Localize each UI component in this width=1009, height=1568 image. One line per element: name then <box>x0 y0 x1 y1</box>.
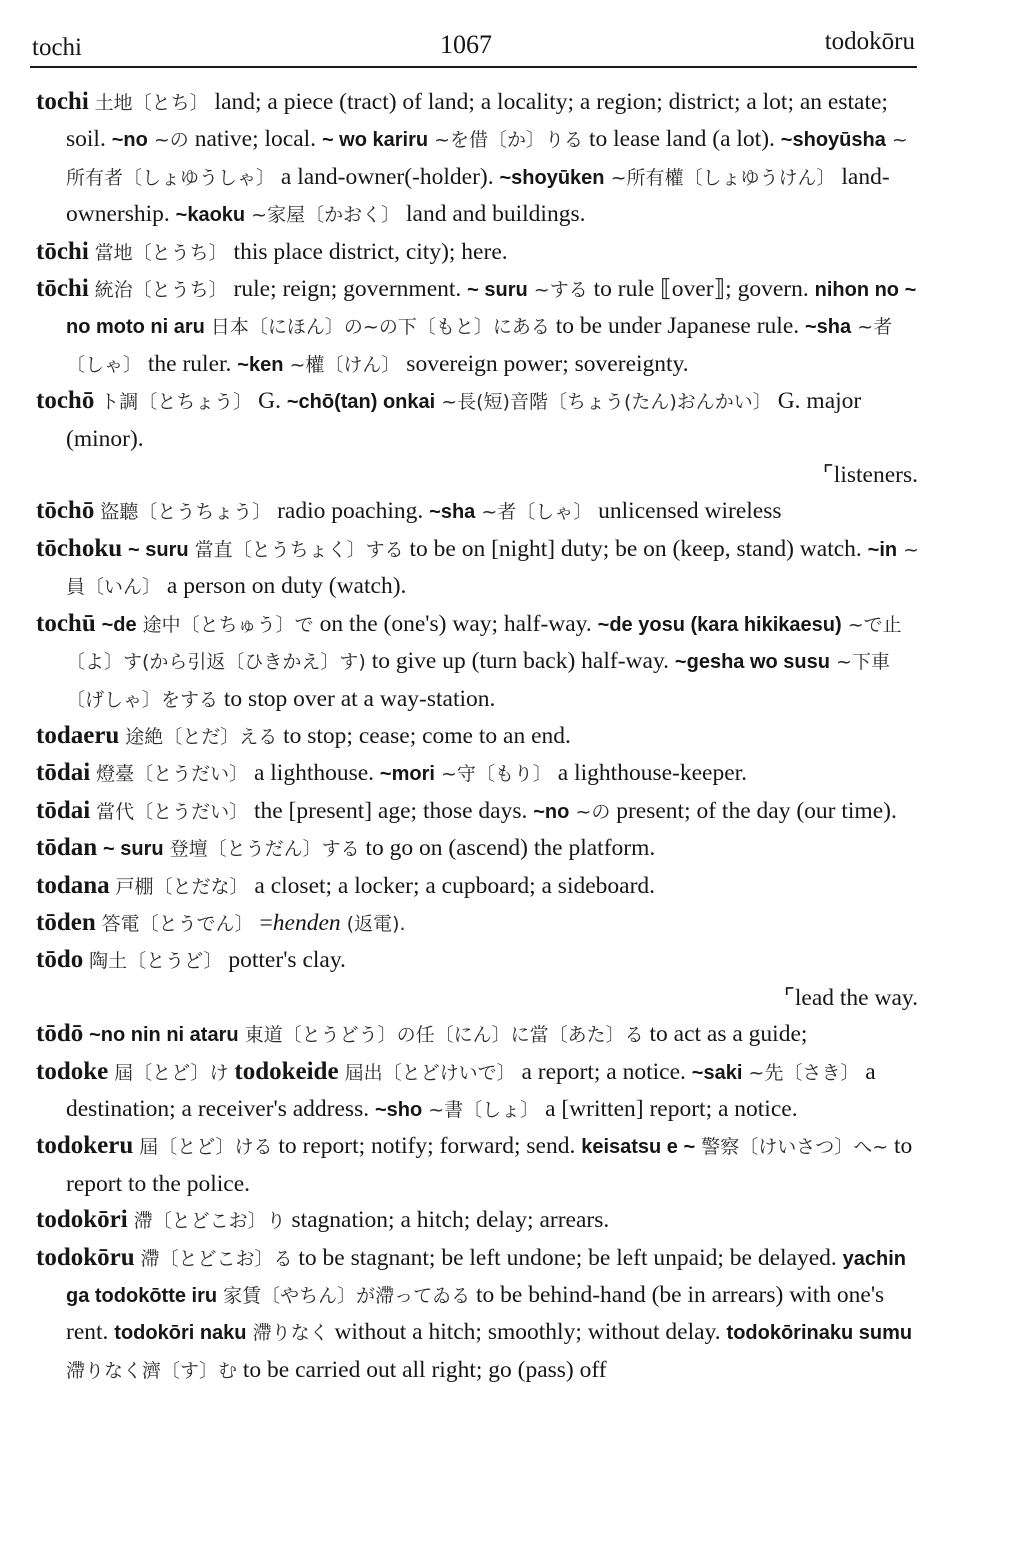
japanese-text: ~で止〔よ〕す(から引返〔ひきかえ〕す) <box>66 613 902 674</box>
japanese-text: ~所有權〔しょゆうけん〕 <box>604 166 836 189</box>
dictionary-entry <box>36 383 920 457</box>
definition-text: this place district, city); here. <box>227 238 508 265</box>
headword: todokōru <box>36 1243 135 1271</box>
romaji-phrase: todokōrinaku sumu <box>726 1322 913 1345</box>
definition-text: to report; notify; forward; send. <box>272 1133 582 1160</box>
definition-text: to give up (turn back) half-way. <box>365 648 675 675</box>
definition-text: G. <box>252 388 287 415</box>
japanese-text: ~守〔もり〕 <box>434 763 552 786</box>
japanese-text: ~の <box>147 129 189 152</box>
runover-text <box>36 457 920 493</box>
japanese-text: 途中〔とちゅう〕で <box>136 613 314 636</box>
headword: todokeide <box>234 1057 339 1085</box>
dictionary-entry <box>36 271 920 383</box>
japanese-text: 土地〔とち〕 <box>94 92 209 114</box>
japanese-text: 當代〔とうだい〕 <box>96 800 249 823</box>
romaji-phrase: ~sho <box>374 1098 423 1121</box>
entry-list <box>36 84 920 1389</box>
dictionary-entry <box>36 1240 920 1390</box>
japanese-text: 家賃〔やちん〕が滯ってゐる <box>217 1285 471 1307</box>
definition-text: a closet; a locker; a cupboard; a sideboard. <box>248 872 656 899</box>
headword: tōden <box>36 908 96 936</box>
definition-text: to be behind-hand (be in arrears) with one's rent. <box>66 1282 885 1346</box>
definition-text: a [written] report; a notice. <box>539 1095 798 1122</box>
definition-text: a person on duty (watch). <box>161 573 407 600</box>
definition-text: the ruler. <box>142 350 238 377</box>
japanese-text: ~書〔しょ〕 <box>422 1098 540 1121</box>
japanese-text: ~權〔けん〕 <box>283 353 401 376</box>
running-header <box>30 28 917 68</box>
page-number: 1067 <box>440 30 492 59</box>
headword: tōdai <box>36 759 91 787</box>
romaji-phrase: keisatsu e ~ <box>581 1136 696 1159</box>
romaji-phrase: todokōri naku <box>114 1322 247 1345</box>
dictionary-entry <box>36 868 920 905</box>
japanese-text: 陶土〔とうど〕 <box>89 950 223 973</box>
japanese-text: ~所有者〔しょゆうしゃ〕 <box>66 129 908 189</box>
definition-text: unlicensed wireless <box>592 498 782 525</box>
dictionary-entry <box>36 905 920 942</box>
japanese-text: ~する <box>527 279 588 302</box>
definition-text: without a hitch; smoothly; without delay. <box>328 1319 727 1346</box>
japanese-text: ~を借〔か〕りる <box>428 129 584 152</box>
japanese-text: ト調〔とちょう〕 <box>100 391 253 414</box>
romaji-phrase: yachin ga todokōtte iru <box>66 1247 907 1307</box>
definition-text: a report; a notice. <box>515 1058 692 1085</box>
headword: todaeru <box>36 721 120 749</box>
romaji-phrase: ~kaoku <box>175 204 246 227</box>
definition-text: land; a piece (tract) of land; a locality; a region; district; a lot; an estate; soil. <box>66 89 888 153</box>
japanese-text: 途絶〔とだ〕える <box>125 725 278 748</box>
dictionary-entry <box>36 1202 920 1239</box>
dictionary-entry <box>36 830 920 867</box>
dictionary-entry <box>36 1128 920 1202</box>
definition-text: to be stagnant; be left undone; be left unpaid; be delayed. <box>292 1244 843 1271</box>
definition-text: sovereign power; sovereignty. <box>400 350 689 377</box>
definition-text: to stop; cease; come to an end. <box>277 722 571 749</box>
romaji-phrase: ~shoyūsha <box>780 129 886 152</box>
dictionary-entry <box>36 84 920 234</box>
dictionary-entry <box>36 1054 920 1129</box>
dictionary-entry <box>36 755 920 792</box>
headword: todokeru <box>36 1132 134 1160</box>
japanese-text: 滯りなく <box>246 1322 329 1345</box>
romaji-phrase: ~in <box>867 538 898 561</box>
romaji-phrase: ~sha <box>429 501 476 524</box>
japanese-text: 登壇〔とうだん〕する <box>163 838 360 861</box>
dictionary-entry <box>36 718 920 755</box>
definition-text: stagnation; a hitch; delay; arrears. <box>285 1207 610 1234</box>
cross-reference: henden <box>272 909 341 936</box>
japanese-text: ~長(短)音階〔ちょう(たん)おんかい〕 <box>435 391 772 414</box>
dictionary-entry <box>36 1016 920 1053</box>
romaji-phrase: ~de yosu (kara hikikaesu) <box>597 613 842 636</box>
runover-line: ⌜listeners. <box>822 462 918 489</box>
romaji-phrase: ~mori <box>379 763 435 786</box>
romaji-phrase: ~ suru <box>128 538 189 561</box>
definition-text: a lighthouse-keeper. <box>551 760 748 787</box>
japanese-text: 燈臺〔とうだい〕 <box>96 763 249 786</box>
dictionary-entry <box>36 493 920 530</box>
japanese-text: 答電〔とうでん〕 <box>101 912 254 935</box>
romaji-phrase: ~sha <box>805 316 852 339</box>
romaji-phrase: ~de <box>101 613 137 636</box>
definition-text: to stop over at a way-station. <box>218 685 496 712</box>
japanese-text: 統治〔とうち〕 <box>94 279 228 302</box>
romaji-phrase: ~ suru <box>467 279 528 302</box>
romaji-phrase: ~shoyūken <box>499 166 605 189</box>
definition-text: to report to the police. <box>66 1133 913 1197</box>
japanese-text: ~者〔しゃ〕 <box>475 501 593 524</box>
headword: tōchoku <box>36 534 123 562</box>
definition-text: native; local. <box>188 126 322 153</box>
headword: tōchi <box>36 237 89 265</box>
definition-text: the [present] age; those days. <box>248 797 534 824</box>
definition-text: = <box>253 909 273 936</box>
header-last-word: todokōru <box>824 28 915 55</box>
headword: tochō <box>36 387 95 415</box>
japanese-text: 東道〔とうどう〕の任〔にん〕に當〔あた〕る <box>238 1024 644 1047</box>
headword: tochi <box>36 88 89 115</box>
romaji-phrase: ~no <box>533 800 570 823</box>
japanese-text: ~員〔いん〕 <box>66 538 920 599</box>
japanese-text: 滯〔とどこお〕り <box>133 1210 286 1233</box>
runover-text <box>36 980 920 1016</box>
runover-line: ⌜lead the way. <box>783 984 918 1011</box>
japanese-text: ~先〔さき〕 <box>742 1061 860 1084</box>
japanese-text: ~下車〔げしゃ〕をする <box>66 651 890 711</box>
romaji-phrase: ~no nin ni ataru <box>89 1024 239 1047</box>
romaji-phrase: ~ suru <box>103 838 164 861</box>
romaji-phrase: ~saki <box>691 1061 743 1084</box>
japanese-text: 屆〔とど〕ける <box>139 1136 273 1159</box>
definition-text: rule; reign; government. <box>227 276 468 303</box>
definition-text: radio poaching. <box>271 498 430 525</box>
romaji-phrase: ~chō(tan) onkai <box>286 391 436 414</box>
definition-text: on the (one's) way; half-way. <box>313 610 598 637</box>
headword: tōdō <box>36 1020 84 1048</box>
japanese-text: ~の <box>569 800 611 823</box>
dictionary-entry <box>36 606 920 718</box>
headword: todoke <box>36 1057 109 1085</box>
japanese-text: ~者〔しゃ〕 <box>66 316 893 376</box>
definition-text: to go on (ascend) the platform. <box>359 835 656 862</box>
definition-text: G. major (minor). <box>66 388 862 452</box>
definition-text: potter's clay. <box>222 947 346 974</box>
japanese-text: 當地〔とうち〕 <box>94 241 228 264</box>
japanese-text: 屆〔とど〕け <box>114 1061 229 1084</box>
japanese-text: (返電). <box>340 912 406 935</box>
japanese-text: 戸棚〔とだな〕 <box>115 875 249 898</box>
definition-text: present; of the day (our time). <box>610 797 897 824</box>
romaji-phrase: ~ken <box>237 353 284 376</box>
headword: todokōri <box>36 1206 128 1234</box>
japanese-text: 警察〔けいさつ〕へ~ <box>695 1136 889 1159</box>
definition-text: a destination; a receiver's address. <box>66 1058 876 1122</box>
headword: todana <box>36 871 110 899</box>
definition-text: land-ownership. <box>66 163 890 228</box>
definition-text: to be on [night] duty; be on (keep, stand) watch. <box>403 535 868 562</box>
headword: tōdo <box>36 946 84 974</box>
definition-text: to rule ⟦over⟧; govern. <box>587 276 815 303</box>
definition-text: to be carried out all right; go (pass) off <box>237 1356 607 1383</box>
japanese-text: 日本〔にほん〕の~の下〔もと〕にある <box>204 316 550 339</box>
romaji-phrase: ~gesha wo susu <box>674 651 830 674</box>
japanese-text: 盜聽〔とうちょう〕 <box>100 501 272 524</box>
japanese-text: 屆出〔とどけいで〕 <box>338 1061 516 1084</box>
headword: tochū <box>36 609 96 637</box>
romaji-phrase: ~ wo kariru <box>321 129 429 152</box>
dictionary-entry <box>36 793 920 830</box>
definition-text: land and buildings. <box>400 201 586 228</box>
headword: tōchi <box>36 275 89 303</box>
romaji-phrase: nihon no ~ no moto ni aru <box>66 279 917 339</box>
japanese-text: ~家屋〔かおく〕 <box>245 204 401 227</box>
headword: tōdan <box>36 834 98 862</box>
definition-text: to lease land (a lot). <box>583 126 781 153</box>
headword: tōdai <box>36 796 91 824</box>
dictionary-entry <box>36 234 920 271</box>
definition-text: to act as a guide; <box>643 1021 808 1048</box>
dictionary-entry <box>36 531 920 606</box>
header-first-word: tochi <box>32 34 82 61</box>
japanese-text: 滯りなく濟〔す〕む <box>66 1359 238 1382</box>
romaji-phrase: ~no <box>111 129 148 152</box>
definition-text: a land-owner(-holder). <box>275 163 500 190</box>
japanese-text: 當直〔とうちょく〕する <box>188 538 404 561</box>
dictionary-entry <box>36 942 920 979</box>
japanese-text: 滯〔とどこお〕る <box>140 1247 293 1270</box>
definition-text: to be under Japanese rule. <box>549 313 805 340</box>
definition-text: a lighthouse. <box>248 760 380 787</box>
headword: tōchō <box>36 497 95 525</box>
